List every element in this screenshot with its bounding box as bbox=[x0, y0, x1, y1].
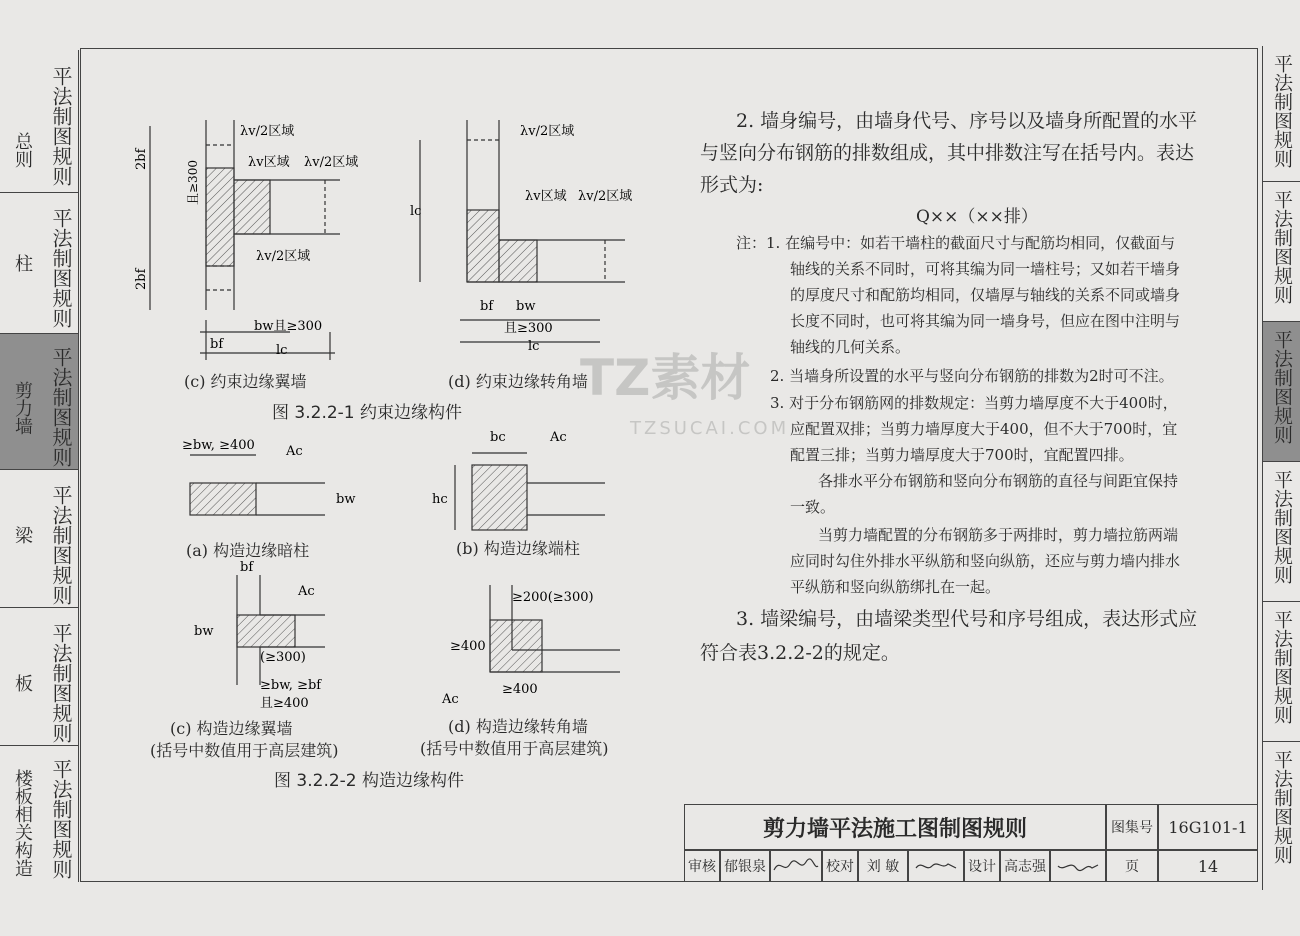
label-lc: lc bbox=[410, 204, 422, 219]
signature-icon bbox=[772, 856, 820, 876]
right-tab-6[interactable] bbox=[1263, 742, 1300, 890]
caption-fig2-c-note: (括号中数值用于高层建筑) bbox=[150, 741, 339, 760]
label-2bf: 2bf bbox=[134, 148, 149, 170]
check-name: 刘 敏 bbox=[858, 850, 908, 882]
signature-icon bbox=[912, 856, 960, 876]
label-ge-bw-bf: ≥bw, ≥bf bbox=[260, 678, 322, 693]
label-bw: bw bbox=[336, 492, 356, 507]
right-tab-2[interactable] bbox=[1263, 182, 1300, 322]
note-line: 配置三排；当剪力墙厚度大于700时，宜配置四排。 bbox=[790, 446, 1134, 464]
left-tab-sub-label: 柱 bbox=[12, 254, 33, 272]
right-chapter-tabs bbox=[1262, 46, 1300, 890]
right-tab-3[interactable] bbox=[1263, 322, 1300, 462]
note-line: 一致。 bbox=[790, 498, 836, 516]
para3-line1: 3. 墙梁编号，由墙梁类型代号和序号组成，表达形式应 bbox=[736, 608, 1198, 630]
left-tab-sub-label: 梁 bbox=[12, 526, 33, 544]
right-tab-label: 平法制图规则 bbox=[1271, 54, 1293, 168]
label-bf: bf bbox=[210, 337, 224, 352]
left-chapter-tabs bbox=[0, 50, 79, 882]
caption-fig1-c: (c) 约束边缘翼墙 bbox=[184, 372, 307, 391]
label-lv-region: λv区域 bbox=[525, 189, 567, 204]
reviewer-signature bbox=[770, 850, 822, 882]
left-tab-sub-label: 剪力墙 bbox=[12, 380, 33, 435]
label-lv2-region: λv/2区域 bbox=[578, 189, 633, 204]
label-Ac: Ac bbox=[298, 584, 315, 599]
note-line: 注：1. 在编号中：如若干墙柱的截面尺寸与配筋均相同，仅截面与 bbox=[736, 234, 1176, 252]
label-lv2-region: λv/2区域 bbox=[240, 124, 295, 139]
caption-fig1-d: (d) 约束边缘转角墙 bbox=[448, 372, 588, 391]
note-line: 长度不同时，也可将其编为同一墙身号，但应在图中注明与 bbox=[790, 312, 1181, 330]
note-line: 各排水平分布钢筋和竖向分布钢筋的直径与间距宜保持 bbox=[818, 472, 1179, 490]
label-lv-region: λv区域 bbox=[248, 155, 290, 170]
review-name: 郁银泉 bbox=[720, 850, 770, 882]
design-label: 设计 bbox=[964, 850, 1000, 882]
label-ge200-300: ≥200(≥300) bbox=[512, 590, 594, 605]
label-hc: hc bbox=[432, 492, 448, 507]
left-tab-slab-related[interactable] bbox=[0, 746, 78, 882]
figure1-title: 图 3.2.2-1 约束边缘构件 bbox=[272, 403, 463, 423]
designer-signature bbox=[1050, 850, 1106, 882]
label-ge300: 且≥300 bbox=[186, 160, 200, 205]
watermark-text: TZ素材 bbox=[580, 349, 751, 407]
note-line: 平纵筋和竖向纵筋绑扎在一起。 bbox=[790, 578, 1001, 596]
caption-fig2-b: (b) 构造边缘端柱 bbox=[456, 539, 580, 558]
note-line: 应同时勾住外排水平纵筋和竖向纵筋，还应与剪力墙内排水 bbox=[790, 552, 1181, 570]
label-lv2-region: λv/2区域 bbox=[256, 249, 311, 264]
left-tab-beam[interactable] bbox=[0, 470, 78, 608]
left-tab-main-label: 平法制图规则 bbox=[49, 346, 73, 467]
label-ge300: 且≥300 bbox=[504, 321, 553, 336]
label-bc: bc bbox=[490, 430, 506, 445]
label-bw-ge300: bw且≥300 bbox=[254, 319, 323, 334]
caption-fig2-c: (c) 构造边缘翼墙 bbox=[170, 719, 293, 738]
figure-constructive-edge-members bbox=[150, 425, 650, 715]
label-ge400: ≥400 bbox=[502, 682, 538, 697]
left-tab-sub-label: 板 bbox=[12, 674, 33, 692]
atlas-number: 16G101-1 bbox=[1158, 804, 1258, 850]
right-tab-label: 平法制图规则 bbox=[1271, 190, 1293, 304]
note-line: 3. 对于分布钢筋网的排数规定：当剪力墙厚度不大于400时， bbox=[770, 394, 1178, 412]
right-tab-1[interactable] bbox=[1263, 46, 1300, 182]
watermark bbox=[500, 330, 800, 460]
checker-signature bbox=[908, 850, 964, 882]
left-tab-main-label: 平法制图规则 bbox=[49, 484, 73, 605]
left-tab-main-label: 平法制图规则 bbox=[49, 66, 73, 186]
left-tab-shear-wall[interactable] bbox=[0, 334, 78, 470]
right-tab-label: 平法制图规则 bbox=[1271, 610, 1293, 724]
label-2bf: 2bf bbox=[134, 268, 149, 290]
left-tab-main-label: 平法制图规则 bbox=[49, 758, 73, 879]
label-lv2-region: λv/2区域 bbox=[520, 124, 575, 139]
atlas-number-label: 图集号 bbox=[1106, 804, 1158, 850]
label-Ac: Ac bbox=[550, 430, 567, 445]
drawing-title: 剪力墙平法施工图制图规则 bbox=[684, 804, 1106, 850]
note-line: 轴线的几何关系。 bbox=[790, 338, 911, 356]
label-Ac: Ac bbox=[442, 692, 459, 707]
caption-fig2-a: (a) 构造边缘暗柱 bbox=[186, 541, 310, 560]
wall-number-formula: Q××（××排） bbox=[916, 207, 1038, 227]
para2-line3: 形式为: bbox=[700, 174, 764, 196]
label-lc: lc bbox=[276, 343, 288, 358]
watermark-subtext: TZSUCAI.COM bbox=[630, 418, 790, 439]
left-tab-general[interactable] bbox=[0, 50, 78, 193]
label-lc: lc bbox=[528, 339, 540, 354]
left-tab-sub-label: 楼板相关构造 bbox=[12, 768, 33, 877]
right-tab-5[interactable] bbox=[1263, 602, 1300, 742]
caption-fig2-d: (d) 构造边缘转角墙 bbox=[448, 717, 588, 736]
label-bf: bf bbox=[480, 299, 494, 314]
right-tab-label: 平法制图规则 bbox=[1271, 470, 1293, 584]
signature-icon bbox=[1054, 856, 1102, 876]
note-line: 的厚度尺寸和配筋均相同，仅墙厚与轴线的关系不同或墙身 bbox=[790, 286, 1181, 304]
caption-fig2-d-note: (括号中数值用于高层建筑) bbox=[420, 739, 609, 758]
label-and-ge400: 且≥400 bbox=[260, 696, 309, 711]
label-bw: bw bbox=[194, 624, 214, 639]
design-name: 高志强 bbox=[1000, 850, 1050, 882]
review-label: 审核 bbox=[684, 850, 720, 882]
label-ge300-paren: (≥300) bbox=[260, 650, 306, 665]
figure2-title: 图 3.2.2-2 构造边缘构件 bbox=[274, 771, 465, 791]
note-line: 2. 当墙身所设置的水平与竖向分布钢筋的排数为2时可不注。 bbox=[770, 367, 1174, 385]
title-block bbox=[684, 804, 1258, 882]
page-number: 14 bbox=[1158, 850, 1258, 882]
right-tab-label: 平法制图规则 bbox=[1271, 330, 1293, 444]
label-ge-bw-400: ≥bw, ≥400 bbox=[182, 438, 255, 453]
note-line: 轴线的关系不同时，可将其编为同一墙柱号；又如若干墙身 bbox=[790, 260, 1181, 278]
label-bw: bw bbox=[516, 299, 536, 314]
para2-line2: 与竖向分布钢筋的排数组成，其中排数注写在括号内。表达 bbox=[700, 142, 1195, 164]
right-tab-label: 平法制图规则 bbox=[1271, 750, 1293, 864]
check-label: 校对 bbox=[822, 850, 858, 882]
label-lv2-region: λv/2区域 bbox=[304, 155, 359, 170]
left-tab-main-label: 平法制图规则 bbox=[49, 207, 73, 328]
para2-line1: 2. 墙身编号，由墙身代号、序号以及墙身所配置的水平 bbox=[736, 110, 1198, 132]
label-bf: bf bbox=[240, 560, 254, 575]
left-tab-column[interactable] bbox=[0, 193, 78, 334]
note-line: 当剪力墙配置的分布钢筋多于两排时，剪力墙拉筋两端 bbox=[818, 526, 1179, 544]
left-tab-sub-label: 总则 bbox=[12, 132, 33, 168]
label-ge400: ≥400 bbox=[450, 639, 486, 654]
para3-line2: 符合表3.2.2-2的规定。 bbox=[700, 642, 900, 664]
drawing-end-column bbox=[455, 453, 605, 530]
left-tab-main-label: 平法制图规则 bbox=[49, 622, 73, 743]
left-tab-slab[interactable] bbox=[0, 608, 78, 746]
note-line: 应配置双排；当剪力墙厚度大于400，但不大于700时，宜 bbox=[790, 420, 1178, 438]
right-tab-4[interactable] bbox=[1263, 462, 1300, 602]
page-label: 页 bbox=[1106, 850, 1158, 882]
drawing-hidden-column bbox=[190, 455, 325, 515]
label-Ac: Ac bbox=[286, 444, 303, 459]
